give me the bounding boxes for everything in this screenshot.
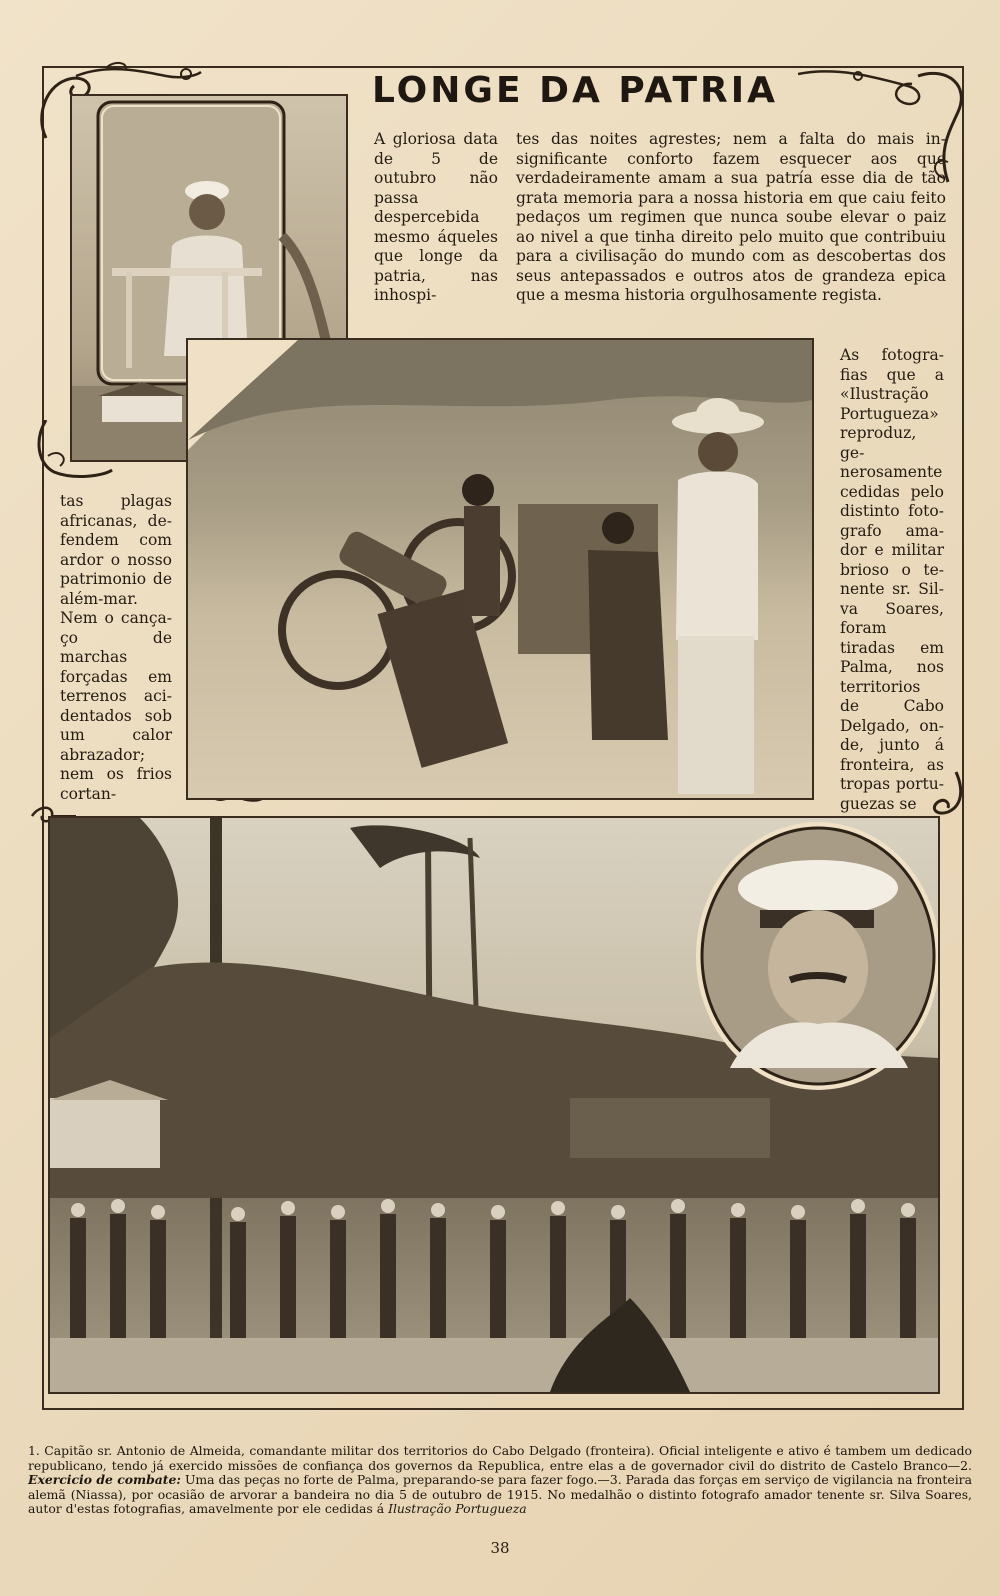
paragraph: A gloriosa data de 5 de outubro não passa despercebida mesmo áqueles que longe da patria, nas inhospi-: [374, 130, 498, 304]
photo-troops-parade: [48, 816, 940, 1394]
caption-magazine-name: Ilustração Portugueza: [388, 1501, 527, 1517]
paragraph: tes das noites agrestes; nem a falta do mais insignificante conforto fazem esquecer aos que verdadeiramente amam a sua patría esse dia de tão grata memoria para a nossa historia em que caiu feito pedaços um regimen que nunca soube elevar o paiz ao nivel a que tinha direito pelo muito que contribuiu para a civilisação do mundo com as descobertas dos seus antepassados e outros atos de grandeza epica que a mesma historia orgulhosamente regista.: [516, 130, 946, 304]
article-title: LONGE DA PATRIA: [372, 70, 779, 111]
article-text-col-b: [516, 130, 946, 342]
paragraph: tas plagas africanas, defendem com ardor o nosso patrimonio de além-mar. Nem o cançaço de marchas forçadas em terrenos acidentados sob um calor abrazador; nem os frios cortan-: [60, 492, 172, 803]
article-text-col-d: [840, 346, 944, 813]
caption-part2: Uma das peças no forte de Palma, preparando-se para fazer fogo.—3. Parada das forças em serviço de vigilancia na fronteira alemã (Niassa), por ocasião de arvorar a bandeira no dia 5 de outubro de 1915. No medalhão o distinto fotografo amador tenente sr. Silva Soares, autor d'estas fotografias, amavelmente por ele cedidas á: [28, 1472, 972, 1517]
photo-combat-exercise-cannon: [186, 338, 814, 800]
page-number: 38: [490, 1539, 510, 1557]
paragraph: As fotografias que a «Ilustração Portugueza» reproduz, generosamente cedidas pelo distinto fotografo amador e militar brioso o tenente sr. Silva Soares, foram tiradas em Palma, nos territorios de Cabo Delgado, onde, junto á fronteira, as tropas portuguezas se: [840, 346, 944, 813]
article-text-col-a: [374, 130, 498, 306]
caption-part1: 1. Capitão sr. Antonio de Almeida, comandante militar dos territorios do Cabo Delgado (fronteira). Oficial inteligente e ativo é tambem um dedicado republicano, tendo já exercido missões de confiança dos governos da Republica, entre elas a de governador civil do distrito de Castelo Branco—2.: [28, 1443, 972, 1473]
photo-caption: [28, 1444, 972, 1517]
caption-combat-label: Exercicio de combate:: [28, 1472, 181, 1488]
article-text-col-c: [60, 492, 172, 803]
